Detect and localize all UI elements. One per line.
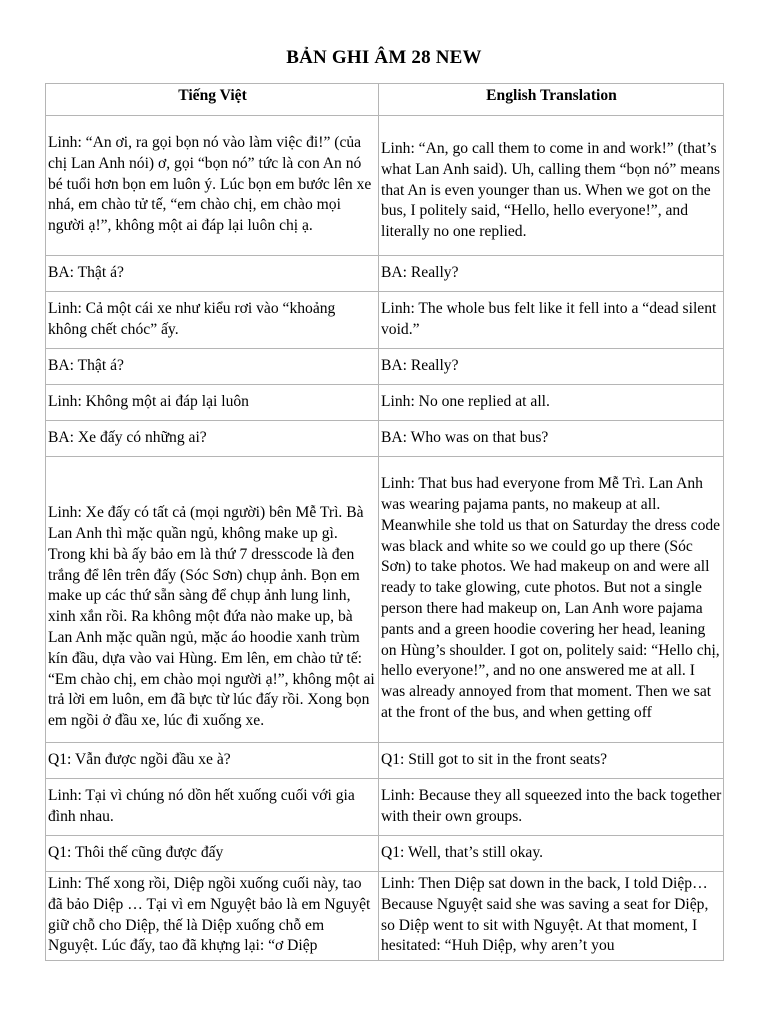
table-row — [46, 836, 724, 872]
cell-english: Linh: Because they all squeezed into the back together with their own groups. — [379, 779, 724, 836]
table-row — [46, 256, 724, 292]
cell-english: Linh: The whole bus felt like it fell into a “dead silent void.” — [379, 292, 724, 349]
header-row — [46, 84, 724, 116]
table-row — [46, 349, 724, 385]
cell-vietnamese: Linh: “An ơi, ra gọi bọn nó vào làm việc đi!” (của chị Lan Anh nói) ơ, gọi “bọn nó” tức là con An nó bé tuổi hơn bọn em luôn ý. Lúc bọn em bước lên xe nhá, em chào tử tế, “em chào chị, em chào mọi người ạ!”, không một ai đáp lại luôn chị ạ. — [46, 116, 379, 256]
table-row — [46, 872, 724, 961]
cell-english: Linh: Then Diệp sat down in the back, I told Diệp… Because Nguyệt said she was saving a seat for Diệp, so Diệp went to sit with Nguyệt. At that moment, I hesitated: “Huh Diệp, why aren’t you — [379, 872, 724, 961]
cell-vietnamese: Q1: Vẫn được ngồi đầu xe à? — [46, 743, 379, 779]
cell-english: Q1: Well, that’s still okay. — [379, 836, 724, 872]
table-row — [46, 421, 724, 457]
cell-vietnamese: Linh: Xe đấy có tất cả (mọi người) bên Mễ Trì. Bà Lan Anh thì mặc quần ngủ, không make up gì. Trong khi bà ấy bảo em là thứ 7 dresscode là đen trắng để lên trên đấy (Sóc Sơn) chụp ảnh. Bọn em make up các thứ sẵn sàng để chụp ảnh lung linh, xinh xắn rồi. Ra không một đứa nào make up, bà Lan Anh mặc quần ngủ, mặc áo hoodie xanh trùm kín đầu, dựa vào vai Hùng. Em lên, em chào tử tế: “Em chào chị, em chào mọi người ạ!”, không một ai trả lời em luôn, em đã bực từ lúc đấy rồi. Xong bọn em ngồi ở đầu xe, lúc đi xuống xe. — [46, 457, 379, 743]
cell-english: Linh: “An, go call them to come in and work!” (that’s what Lan Anh said). Uh, calling them “bọn nó” means that An is even younger than us. When we got on the bus, I politely said, “Hello, hello everyone!”, and literally no one replied. — [379, 116, 724, 256]
cell-vietnamese: Q1: Thôi thế cũng được đấy — [46, 836, 379, 872]
cell-vietnamese: BA: Thật á? — [46, 256, 379, 292]
transcript-table — [45, 83, 724, 961]
cell-vietnamese: BA: Thật á? — [46, 349, 379, 385]
cell-english: BA: Really? — [379, 256, 724, 292]
header-english: English Translation — [379, 84, 724, 116]
table-row — [46, 743, 724, 779]
table-row — [46, 457, 724, 743]
document-title: BẢN GHI ÂM 28 NEW — [286, 47, 482, 68]
cell-english: BA: Who was on that bus? — [379, 421, 724, 457]
cell-vietnamese: Linh: Tại vì chúng nó dồn hết xuống cuối với gia đình nhau. — [46, 779, 379, 836]
table-row — [46, 116, 724, 256]
cell-vietnamese: Linh: Không một ai đáp lại luôn — [46, 385, 379, 421]
table-row — [46, 779, 724, 836]
cell-vietnamese: Linh: Cả một cái xe như kiểu rơi vào “khoảng không chết chóc” ấy. — [46, 292, 379, 349]
table-row — [46, 292, 724, 349]
table-row — [46, 385, 724, 421]
cell-vietnamese: Linh: Thế xong rồi, Diệp ngồi xuống cuối này, tao đã bảo Diệp … Tại vì em Nguyệt bảo là em Nguyệt giữ chỗ cho Diệp, thế là Diệp xuống chỗ em Nguyệt. Lúc đấy, tao đã khựng lại: “ơ Diệp — [46, 872, 379, 961]
cell-english: BA: Really? — [379, 349, 724, 385]
cell-english: Linh: No one replied at all. — [379, 385, 724, 421]
cell-english: Q1: Still got to sit in the front seats? — [379, 743, 724, 779]
cell-english: Linh: That bus had everyone from Mễ Trì. Lan Anh was wearing pajama pants, no makeup at all. Meanwhile she told us that on Saturday the dress code was black and white so we could go up there (Sóc Sơn) to take photos. We had makeup on and were all ready to take glowing, cute photos. But not a single person there had makeup on, Lan Anh wore pajama pants and a green hoodie covering her head, leaning on Hùng’s shoulder. I got on, politely said: “Hello chị, hello everyone!”, and no one answered me at all. I was already annoyed from that moment. Then we sat at the front of the bus, and when getting off — [379, 457, 724, 743]
cell-vietnamese: BA: Xe đấy có những ai? — [46, 421, 379, 457]
header-vietnamese: Tiếng Việt — [46, 84, 379, 116]
